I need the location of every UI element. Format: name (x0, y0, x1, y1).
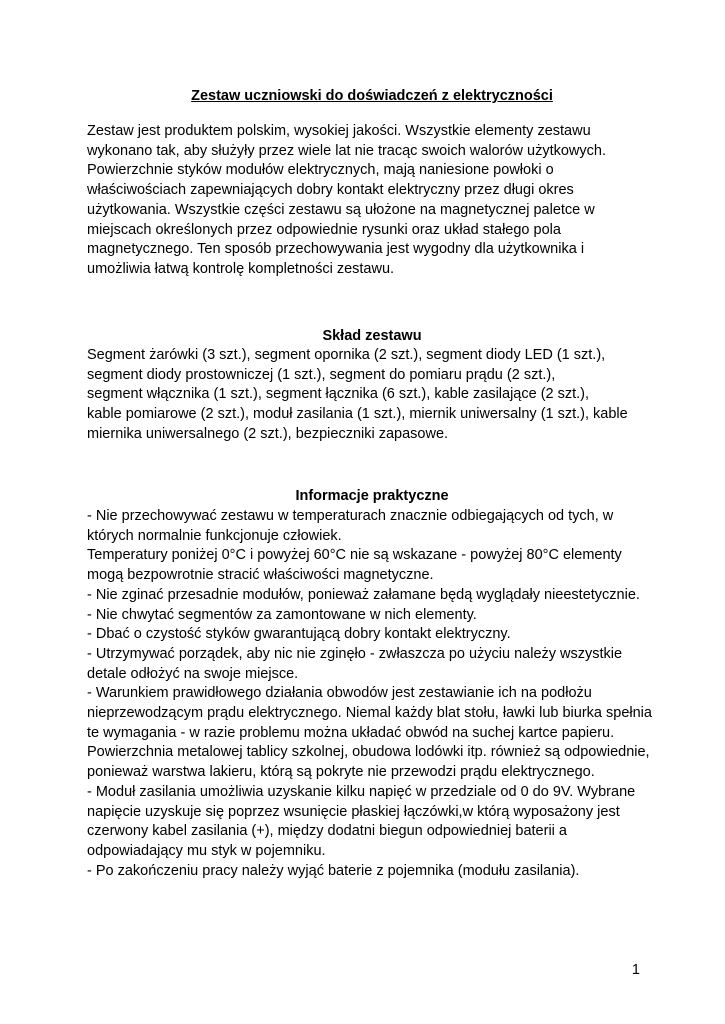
practical-line: detale odłożyć na swoje miejsce. (87, 665, 299, 682)
practical-line: Powierzchnia metalowej tablicy szkolnej, obudowa lodówki itp. również są odpowiednie, (87, 744, 650, 761)
practical-line: których normalnie funkcjonuje człowiek. (87, 527, 342, 544)
practical-info-heading: Informacje praktyczne (295, 488, 449, 504)
practical-line: - Po zakończeniu pracy należy wyjąć baterie z pojemnika (modułu zasilania). (87, 862, 580, 879)
composition-line: segment włącznika (1 szt.), segment łącznika (6 szt.), kable zasilające (2 szt.), (87, 386, 590, 403)
practical-line: odpowiadający mu styk w pojemniku. (87, 842, 326, 859)
practical-line: - Nie chwytać segmentów za zamontowane w nich elementy. (87, 606, 477, 623)
intro-line: wykonano tak, aby służyły przez wiele lat nie tracąc swoich walorów użytkowych. (87, 142, 606, 159)
intro-line: miejscach określonych przez odpowiednie rysunki oraz układ stałego pola (87, 221, 561, 238)
practical-line: - Warunkiem prawidłowego działania obwodów jest zestawianie ich na podłożu (87, 685, 592, 702)
intro-line: Powierzchnie styków modułów elektrycznych, mają naniesione powłoki o (87, 162, 554, 179)
composition-line: miernika uniwersalnego (2 szt.), bezpieczniki zapasowe. (87, 425, 449, 442)
composition-line: Segment żarówki (3 szt.), segment opornika (2 szt.), segment diody LED (1 szt.), (87, 347, 606, 363)
practical-line: czerwony kabel zasilania (+), między dodatni biegun odpowiedniej baterii a (87, 823, 567, 840)
practical-info-paragraph (87, 507, 662, 881)
practical-line: ponieważ warstwa lakieru, którą są pokryte nie przewodzi prądu elektrycznego. (87, 764, 595, 781)
composition-paragraph (87, 346, 662, 445)
practical-line: mogą bezpowrotnie stracić właściwości magnetyczne. (87, 567, 434, 584)
page-number: 1 (631, 962, 640, 978)
composition-line: segment diody prostowniczej (1 szt.), segment do pomiaru prądu (2 szt.), (87, 366, 556, 383)
practical-line: - Dbać o czystość styków gwarantującą dobry kontakt elektryczny. (87, 626, 511, 643)
intro-line: właściwościach zapewniających dobry kontakt elektryczny przez długi okres (87, 182, 574, 199)
document-title: Zestaw uczniowski do doświadczeń z elektryczności (191, 88, 553, 104)
practical-line: - Nie przechowywać zestawu w temperaturach znacznie odbiegających od tych, w (87, 508, 614, 524)
intro-line: umożliwia łatwą kontrolę kompletności zestawu. (87, 260, 395, 277)
practical-line: - Moduł zasilania umożliwia uzyskanie kilku napięć w przedziale od 0 do 9V. Wybrane (87, 783, 636, 800)
practical-line: Temperatury poniżej 0°C i powyżej 60°C nie są wskazane - powyżej 80°C elementy (87, 547, 622, 564)
practical-line: napięcie uzyskuje się poprzez wsunięcie płaskiej łączówki,w którą wyposażony jest (87, 803, 620, 820)
intro-line: magnetycznego. Ten sposób przechowywania jest wygodny dla użytkownika i (87, 241, 585, 258)
practical-line: - Nie zginać przesadnie modułów, ponieważ załamane będą wyglądały nieestetycznie. (87, 586, 640, 603)
intro-line: użytkowania. Wszystkie części zestawu są ułożone na magnetycznej paletce w (87, 201, 595, 218)
composition-line: kable pomiarowe (2 szt.), moduł zasilania (1 szt.), miernik uniwersalny (1 szt.), kable (87, 406, 628, 423)
intro-line: Zestaw jest produktem polskim, wysokiej jakości. Wszystkie elementy zestawu (87, 123, 591, 139)
practical-line: te wymagania - w razie problemu można układać obwód na suchej kartce papieru. (87, 724, 615, 741)
practical-line: - Utrzymywać porządek, aby nic nie zginęło - zwłaszcza po użyciu należy wszystkie (87, 645, 623, 662)
composition-heading: Skład zestawu (322, 328, 422, 344)
practical-line: nieprzewodzącym prądu elektrycznego. Niemal każdy blat stołu, ławki lub biurka spełnia (87, 705, 652, 722)
intro-paragraph (87, 122, 662, 280)
